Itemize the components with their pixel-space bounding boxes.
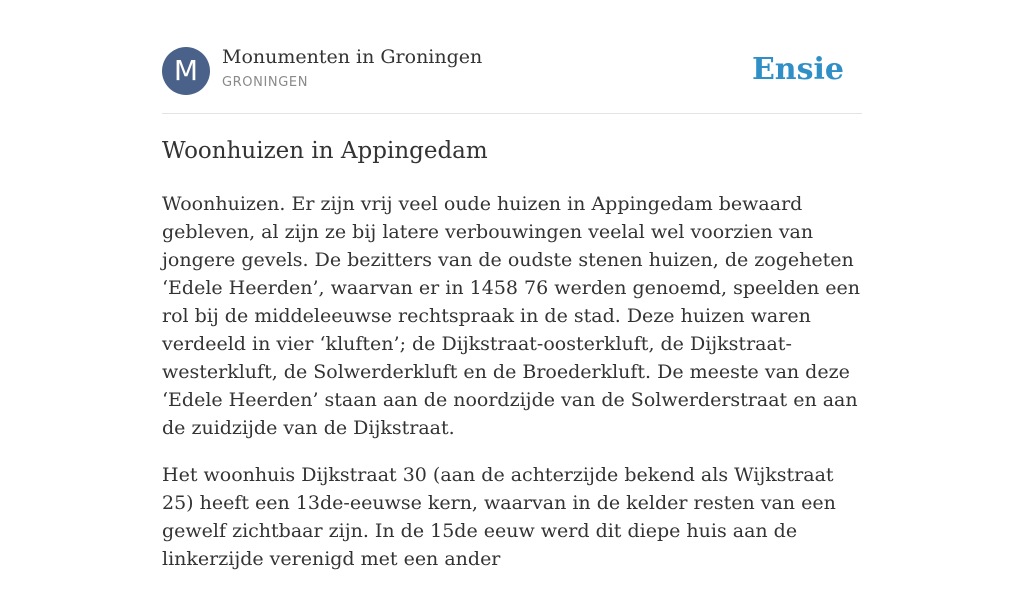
article-title: Woonhuizen in Appingedam [162, 138, 488, 164]
article-body [162, 190, 862, 592]
paragraph: Het woonhuis Dijkstraat 30 (aan de achterzijde bekend als Wijkstraat 25) heeft een 13de-eeuwse kern, waarvan in de kelder resten van een gewelf zichtbaar zijn. In de 15de eeuw werd dit diepe huis aan de linkerzijde verenigd met een ander [162, 464, 836, 570]
collection-subtitle[interactable]: GRONINGEN [222, 75, 309, 90]
brand-logo[interactable]: Ensie [751, 52, 844, 87]
collection-title[interactable]: Monumenten in Groningen [222, 46, 483, 68]
page [162, 0, 862, 570]
header [162, 0, 862, 114]
collection-avatar[interactable]: M [162, 47, 210, 95]
paragraph: Woonhuizen. Er zijn vrij veel oude huizen in Appingedam bewaard gebleven, al zijn ze bij latere verbouwingen veelal wel voorzien van jongere gevels. De bezitters van de oudste stenen huizen, de zogeheten ‘Edele Heerden’, waarvan er in 1458 76 werden genoemd, speelden een rol bij de middeleeuwse rechtspraak in de stad. Deze huizen waren verdeeld in vier ‘kluften’; de Dijkstraat-oosterkluft, de Dijkstraat-westerkluft, de Solwerderkluft en de Broederkluft. De meeste van deze ‘Edele Heerden’ staan aan de noordzijde van de Solwerderstraat en aan de zuidzijde van de Dijkstraat. [162, 193, 860, 439]
